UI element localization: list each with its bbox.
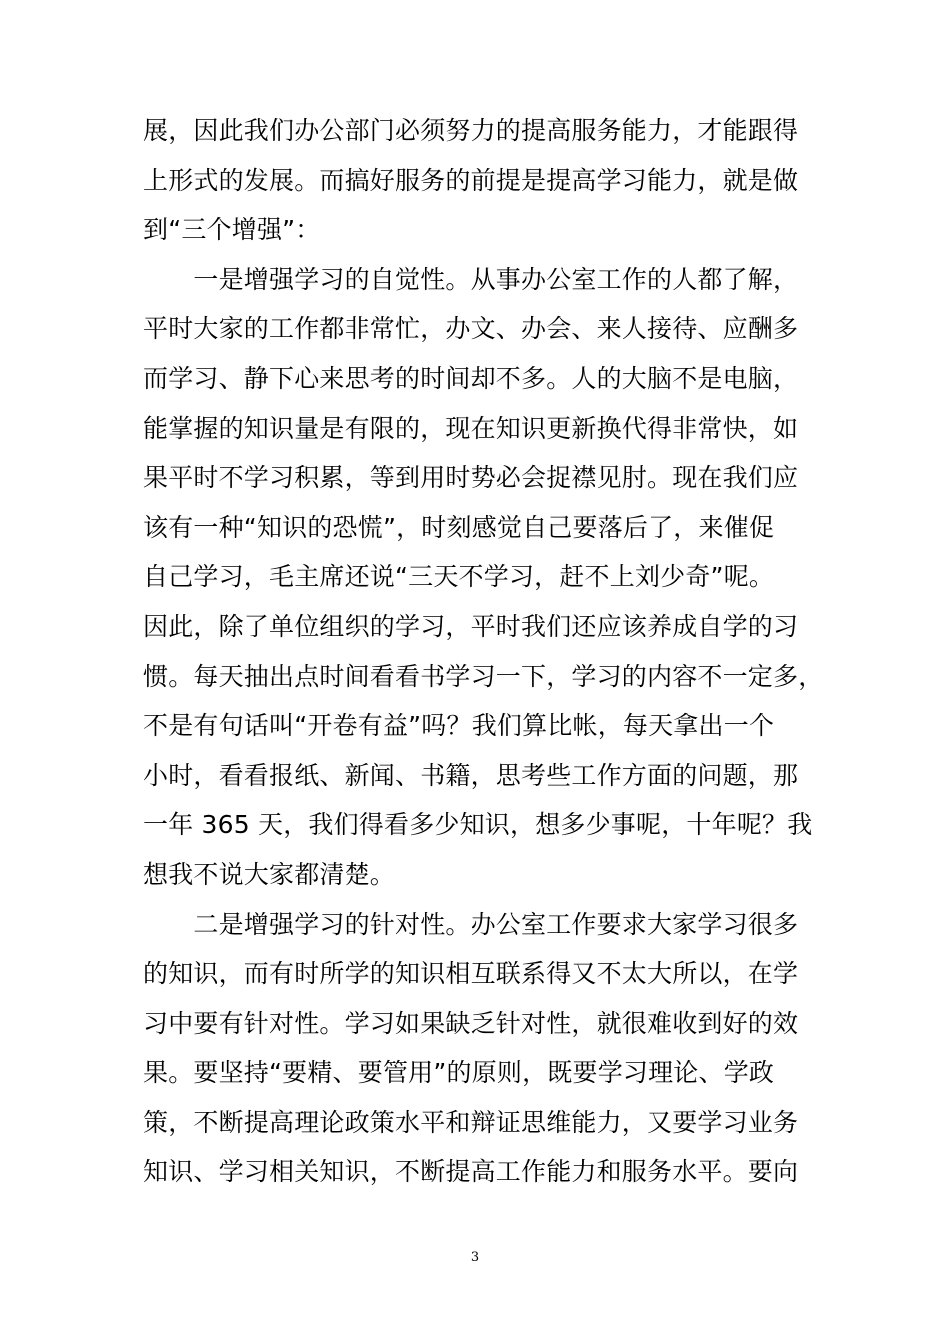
text-line: 展，因此我们办公部门必须努力的提高服务能力，才能跟得 xyxy=(143,116,799,145)
body-text xyxy=(143,106,824,1197)
text-line: 小时，看看报纸、新闻、书籍，思考些工作方面的问题，那 xyxy=(143,760,799,790)
text-line: 习中要有针对性。学习如果缺乏针对性，就很难收到好的效 xyxy=(143,1008,799,1038)
text-line: 一是增强学习的自觉性。从事办公室工作的人都了解， xyxy=(143,264,799,294)
text-line: 不是有句话叫“开卷有益”吗？我们算比帐，每天拿出一个 xyxy=(143,711,775,741)
text-line: 策，不断提高理论政策水平和辩证思维能力，又要学习业务 xyxy=(143,1107,799,1137)
text-line: 能掌握的知识量是有限的，现在知识更新换代得非常快，如 xyxy=(143,413,799,443)
text-line: 的知识，而有时所学的知识相互联系得又不太大所以，在学 xyxy=(143,959,799,989)
text-line: 该有一种“知识的恐慌”，时刻感觉自己要落后了，来催促 xyxy=(143,512,775,542)
page-number: 3 xyxy=(470,1250,480,1265)
text-line: 到“三个增强”： xyxy=(143,215,321,245)
text-line: 平时大家的工作都非常忙，办文、办会、来人接待、应酬多 xyxy=(143,314,799,344)
text-line: 惯。每天抽出点时间看看书学习一下，学习的内容不一定多， xyxy=(143,661,824,691)
text-line: 而学习、静下心来思考的时间却不多。人的大脑不是电脑， xyxy=(143,363,799,393)
text-line: 上形式的发展。而搞好服务的前提是提高学习能力，就是做 xyxy=(143,165,799,195)
text-line: 果。要坚持“要精、要管用”的原则，既要学习理论、学政 xyxy=(143,1058,775,1088)
text-line: 果平时不学习积累，等到用时势必会捉襟见肘。现在我们应 xyxy=(143,463,799,493)
text-line: 二是增强学习的针对性。办公室工作要求大家学习很多 xyxy=(143,909,799,939)
text-line: 想我不说大家都清楚。 xyxy=(143,859,396,889)
text-line: 一年 365 天，我们得看多少知识，想多少事呢，十年呢？我 xyxy=(143,810,813,840)
text-line: 自己学习，毛主席还说“三天不学习，赶不上刘少奇”呢。 xyxy=(143,562,775,592)
text-line: 知识、学习相关知识，不断提高工作能力和服务水平。要向 xyxy=(143,1157,799,1187)
text-line: 因此，除了单位组织的学习，平时我们还应该养成自学的习 xyxy=(143,611,799,641)
